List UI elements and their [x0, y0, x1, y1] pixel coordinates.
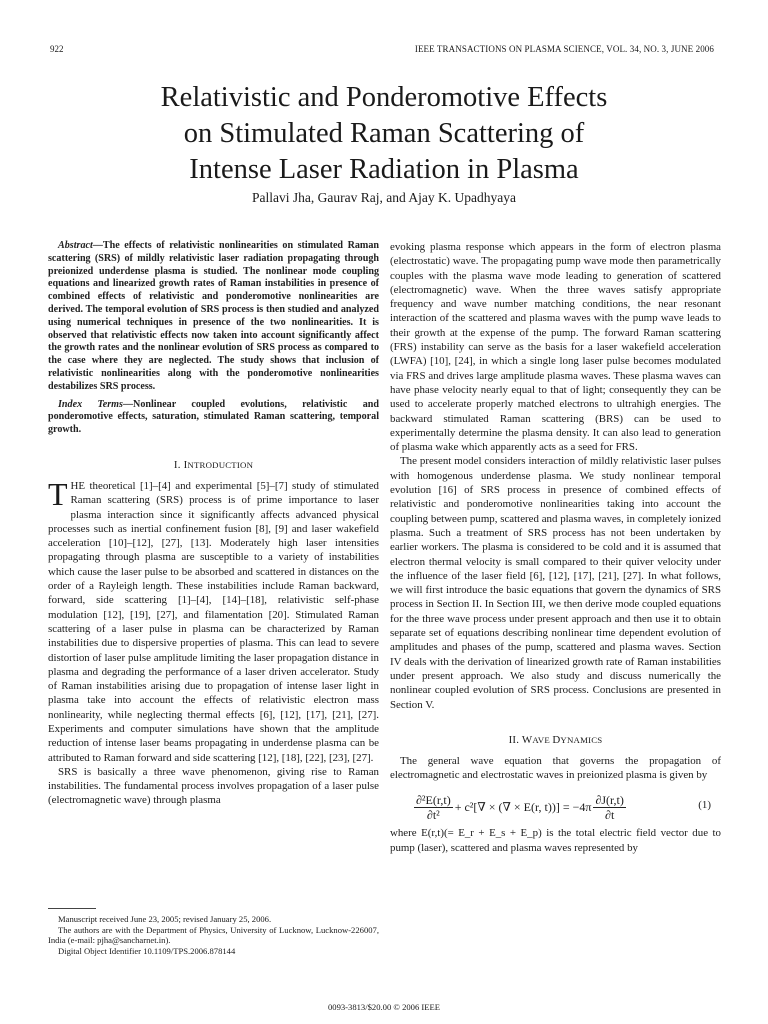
dropcap: T	[48, 475, 68, 512]
paragraph-text: HE theoretical [1]–[4] and experimental [5]–[7] study of stimulated Raman scattering (SRS) process is of prime importance to laser plasma interaction since it significantly affects advanced physical processes such as inertial confinement fusion [8], [9] and laser wakefield acceleration [10]–[12], [27], [13]. Moderately high laser intensities propagating through plasma are susceptible to a variety of instabilities which cause the laser pulse to be absorbed and scattered in distances on the order of a Rayleigh length. These instabilities include Raman backward, forward, side scattering [1]–[4], [14]–[18], relativistic self-phase modulation [12], [19], [27], and filamentation [20]. Stimulated Raman scattering of a laser pulse in plasma can be characterized by Raman instabilities due to dispersive properties of plasma. This can lead to severe distortion of laser pulse amplitude limiting the laser propagation distance in plasma and degrading the performance of a laser driven accelerator. Study of Raman instabilities arising due to propagation of intense laser light in plasma take into account the effects of relativistic electron mass nonlinearity, while neglecting thermal effects [6], [12], [17], [21], [27]. Experiments and computer simulations have shown that the amplitude reduction of intense laser beams propagating in underdense plasma can be attributed to Raman forward and side scattering [12], [18], [22], [23], [27].	[48, 479, 379, 764]
footnote: The authors are with the Department of Physics, University of Lucknow, Lucknow-226007, India (e-mail: pjha@sancharnet.in).	[48, 924, 379, 946]
fraction-denominator: ∂t	[605, 807, 615, 822]
fraction-denominator: ∂t²	[426, 807, 440, 822]
body-paragraph: where E(r,t)(= E_r + E_s + E_p) is the total electric field vector due to pump (laser), scattered and plasma waves represented by	[390, 827, 721, 854]
section-number: II.	[508, 733, 520, 746]
section-title-part: AVE	[532, 734, 553, 745]
section-title-rest: NTRODUCTION	[187, 459, 254, 470]
index-terms	[48, 399, 379, 437]
body-paragraph: evoking plasma response which appears in the form of electron plasma (electrostatic) wave. The propagating pump wave mode then parametrically couples with the plasma wave mode leading to generation of scattered (electromagnetic) wave. When the three waves satisfy appropriate frequency and wave number matching conditions, the near resonant interaction of the scattered and plasma waves with the pump wave leads to their growth at the expense of the pump. The forward Raman scattering (FRS) instability can serve as the basis for a laser wakefield acceleration (LWFA) [10], [24], in which a single long laser pulse becomes modulated via FRS and drives large amplitude plasma waves. These plasma waves can have phase velocity nearly equal to that of light; consequently they can be used to accelerate properly matched electrons to ultrahigh energies. The backward stimulated Raman scattering (BRS) can be used to experimentally determine the plasma density. It can also lead to generation of plasma wake which apparently acts as a seed for FRS.	[390, 241, 721, 454]
footnote: Digital Object Identifier 10.1109/TPS.2006.878144	[58, 945, 236, 956]
footnote: Manuscript received June 23, 2005; revised January 25, 2006.	[58, 914, 272, 924]
body-paragraph: The general wave equation that governs the propagation of electromagnetic and electrostatic waves in preionized plasma is given by	[390, 754, 721, 782]
section-title-part: YNAMICS	[560, 734, 603, 745]
equation-1	[390, 790, 721, 824]
section-title-initial: D	[552, 733, 561, 746]
footnote-divider	[48, 908, 96, 909]
section-title-initial: W	[521, 733, 533, 746]
left-column	[48, 240, 379, 808]
title-line: Relativistic and Ponderomotive Effects	[160, 82, 608, 113]
equation-middle: + c²[∇ × (∇ × E(r, t))] = −4π	[454, 799, 592, 814]
section-heading-introduction	[48, 459, 379, 471]
index-terms-lead: Index Terms	[58, 398, 123, 410]
body-paragraph: SRS is basically a three wave phenomenon, giving rise to Raman instabilities. The fundamental process involves propagation of a laser pulse (electromagnetic wave) through plasma	[48, 765, 379, 807]
author-list: Pallavi Jha, Gaurav Raj, and Ajay K. Upadhyaya	[252, 190, 516, 205]
right-column	[390, 240, 721, 855]
abstract-lead: Abstract	[58, 240, 93, 251]
abstract-text: —The effects of relativistic nonlinearities on stimulated Raman scattering (SRS) of mildly relativistic laser radiation propagating through preionized underdense plasma is studied. The nonlinear mode coupling equations and linearized growth rates of Raman instabilities in presence of combined effects of relativistic and ponderomotive nonlinearities are derived. The temporal evolution of SRS process is then studied and analyzed using numerical techniques in presence of the two nonlinearities. It is observed that relativistic effects now taken into account significantly affect the growth rates and the nonlinear evolution of SRS process as compared to the case where they are neglected. The study shows that inclusion of relativistic nonlinearities along with the ponderomotive nonlinearities destabilizes SRS process.	[48, 240, 379, 392]
page-number: 922	[50, 44, 64, 54]
title-line: Intense Laser Radiation in Plasma	[189, 154, 579, 185]
equation-body	[412, 790, 628, 824]
body-paragraph: The present model considers interaction of mildly relativistic laser pulses with homogenous underdense plasma. We study nonlinear temporal evolution [16] of SRS process in presence of combined effects of relativistic and ponderomotive nonlinearities taking into account the coupling between pump, scattered and plasma waves, in completely ionized plasma. Such a treatment of SRS process has not been undertaken by earlier workers. The plasma is considered to be cold and it is assumed that electron thermal velocity is small compared to their quiver velocity under the influence of the laser field [6], [12], [17], [21], [27]. In what follows, we will first introduce the basic equations that govern the dynamics of SRS process in Section II. In Section III, we then derive mode coupled equations for the three wave process under present approach and then use it to obtain separate set of equations describing nonlinear time dependent evolution of amplitudes and phases of the pump, scattered and plasma waves. Section IV deals with the derivation of linearized growth rate of Raman instabilities under present approach. We also study and discuss numerically the nonlinear coupled evolution of SRS process. Conclusions are presented in Section V.	[390, 455, 721, 711]
paper-title	[60, 80, 708, 188]
fraction-numerator: ∂J(r,t)	[595, 792, 624, 807]
section-number: I.	[173, 458, 181, 471]
fraction-numerator: ∂²E(r,t)	[416, 792, 451, 807]
fraction	[593, 793, 625, 822]
introduction-continued	[390, 240, 721, 712]
wave-dynamics-continued	[390, 826, 721, 855]
copyright-line: 0093-3813/$20.00 © 2006 IEEE	[327, 1002, 441, 1012]
title-line: on Stimulated Raman Scattering of	[183, 118, 585, 149]
equation-number: (1)	[698, 799, 711, 812]
section-heading-wave-dynamics	[390, 734, 721, 746]
fraction	[414, 793, 453, 822]
abstract	[48, 240, 379, 394]
index-terms-text: —Nonlinear coupled evolutions, relativistic and ponderomotive effects, saturation, stimulated Raman scattering, temporal growth.	[48, 398, 379, 436]
section-title-initial: I	[183, 458, 188, 471]
introduction-body	[48, 475, 379, 808]
footnotes	[48, 914, 379, 956]
running-head: IEEE TRANSACTIONS ON PLASMA SCIENCE, VOL. 34, NO. 3, JUNE 2006	[414, 44, 714, 54]
wave-dynamics-body	[390, 754, 721, 783]
body-paragraph	[48, 475, 379, 765]
